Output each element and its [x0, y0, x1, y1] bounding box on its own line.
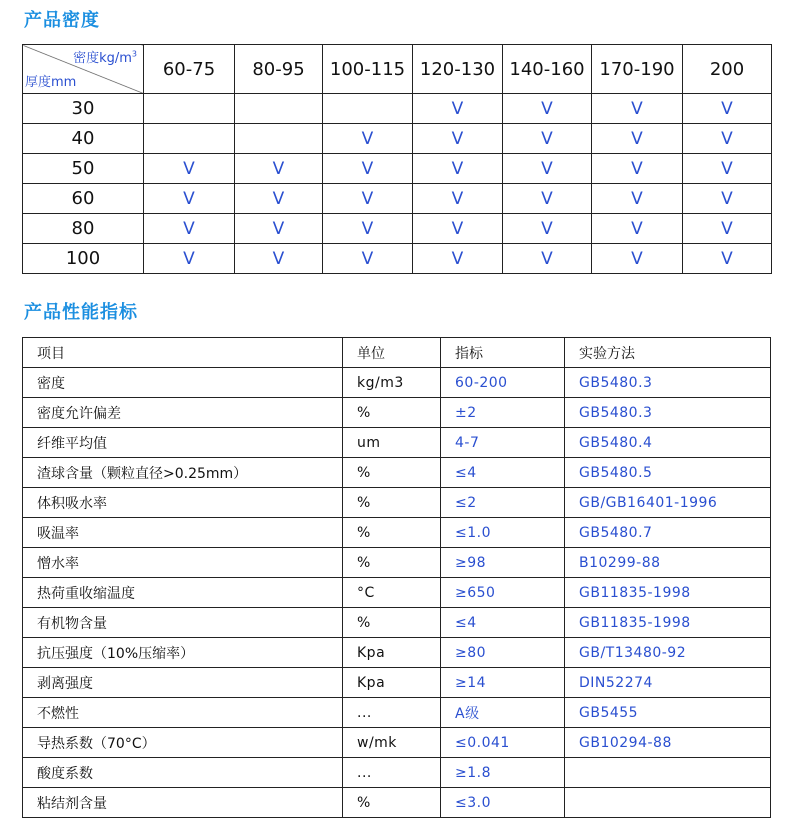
performance-header-row	[23, 338, 771, 368]
unit-cell: Kpa	[343, 668, 441, 698]
availability-mark: V	[413, 94, 503, 124]
unit-cell: Kpa	[343, 638, 441, 668]
density-header-row	[23, 45, 772, 94]
availability-mark: V	[503, 244, 592, 274]
availability-mark: V	[592, 154, 683, 184]
item-cell: 体积吸水率	[23, 488, 343, 518]
performance-row	[23, 488, 771, 518]
availability-mark: V	[413, 214, 503, 244]
item-cell: 吸温率	[23, 518, 343, 548]
availability-mark: V	[683, 94, 772, 124]
availability-mark: V	[592, 94, 683, 124]
availability-mark: V	[683, 214, 772, 244]
availability-mark: V	[323, 214, 413, 244]
availability-mark: V	[144, 184, 235, 214]
test-method-cell	[565, 788, 771, 818]
density-column-header: 140-160	[503, 45, 592, 94]
unit-cell: °C	[343, 578, 441, 608]
index-cell: ≥1.8	[441, 758, 565, 788]
index-cell: 60-200	[441, 368, 565, 398]
unit-cell: %	[343, 488, 441, 518]
index-cell: ≥650	[441, 578, 565, 608]
density-column-header: 170-190	[592, 45, 683, 94]
availability-mark: V	[683, 184, 772, 214]
density-row	[23, 94, 772, 124]
availability-mark: V	[235, 154, 323, 184]
test-method-cell: GB11835-1998	[565, 578, 771, 608]
index-cell: ≤4	[441, 458, 565, 488]
unit-cell: um	[343, 428, 441, 458]
performance-row	[23, 518, 771, 548]
item-cell: 抗压强度（10%压缩率）	[23, 638, 343, 668]
availability-mark: V	[235, 184, 323, 214]
index-cell: ≥80	[441, 638, 565, 668]
index-cell: 4-7	[441, 428, 565, 458]
unit-cell: ...	[343, 698, 441, 728]
thickness-cell: 60	[23, 184, 144, 214]
index-cell: ≤0.041	[441, 728, 565, 758]
test-method-cell: GB5480.7	[565, 518, 771, 548]
index-cell: ≤1.0	[441, 518, 565, 548]
test-method-cell	[565, 758, 771, 788]
performance-row	[23, 428, 771, 458]
index-cell: A级	[441, 698, 565, 728]
availability-mark: V	[323, 154, 413, 184]
performance-column-header: 实验方法	[565, 338, 771, 368]
performance-row	[23, 608, 771, 638]
availability-mark: V	[413, 244, 503, 274]
availability-mark: V	[592, 214, 683, 244]
unit-cell: %	[343, 398, 441, 428]
empty-cell	[144, 124, 235, 154]
empty-cell	[144, 94, 235, 124]
availability-mark: V	[683, 124, 772, 154]
performance-row	[23, 368, 771, 398]
performance-row	[23, 728, 771, 758]
density-row	[23, 214, 772, 244]
unit-cell: %	[343, 788, 441, 818]
test-method-cell: B10299-88	[565, 548, 771, 578]
item-cell: 导热系数（70°C）	[23, 728, 343, 758]
performance-column-header: 指标	[441, 338, 565, 368]
availability-mark: V	[503, 214, 592, 244]
density-section-title: 产品密度	[24, 10, 100, 31]
availability-mark: V	[235, 214, 323, 244]
test-method-cell: GB11835-1998	[565, 608, 771, 638]
item-cell: 憎水率	[23, 548, 343, 578]
unit-cell: %	[343, 458, 441, 488]
thickness-cell: 40	[23, 124, 144, 154]
availability-mark: V	[144, 214, 235, 244]
test-method-cell: GB5480.3	[565, 368, 771, 398]
test-method-cell: DIN52274	[565, 668, 771, 698]
test-method-cell: GB10294-88	[565, 728, 771, 758]
availability-mark: V	[592, 184, 683, 214]
performance-row	[23, 548, 771, 578]
unit-cell: w/mk	[343, 728, 441, 758]
density-corner-cell	[23, 45, 144, 94]
performance-column-header: 单位	[343, 338, 441, 368]
item-cell: 热荷重收缩温度	[23, 578, 343, 608]
empty-cell	[235, 124, 323, 154]
empty-cell	[235, 94, 323, 124]
availability-mark: V	[592, 244, 683, 274]
empty-cell	[323, 94, 413, 124]
thickness-cell: 80	[23, 214, 144, 244]
performance-row	[23, 638, 771, 668]
item-cell: 纤维平均值	[23, 428, 343, 458]
item-cell: 不燃性	[23, 698, 343, 728]
availability-mark: V	[503, 154, 592, 184]
density-table	[22, 44, 772, 274]
availability-mark: V	[503, 124, 592, 154]
unit-cell: %	[343, 548, 441, 578]
item-cell: 渣球含量（颗粒直径>0.25mm）	[23, 458, 343, 488]
unit-cell: %	[343, 518, 441, 548]
density-row	[23, 244, 772, 274]
availability-mark: V	[413, 124, 503, 154]
index-cell: ≤2	[441, 488, 565, 518]
index-cell: ±2	[441, 398, 565, 428]
availability-mark: V	[323, 244, 413, 274]
density-row	[23, 124, 772, 154]
test-method-cell: GB5480.5	[565, 458, 771, 488]
density-column-header: 100-115	[323, 45, 413, 94]
index-cell: ≤3.0	[441, 788, 565, 818]
availability-mark: V	[413, 154, 503, 184]
thickness-unit-label: 厚度mm	[25, 75, 77, 90]
density-row	[23, 184, 772, 214]
item-cell: 密度	[23, 368, 343, 398]
index-cell: ≥14	[441, 668, 565, 698]
density-column-header: 120-130	[413, 45, 503, 94]
performance-row	[23, 758, 771, 788]
thickness-cell: 100	[23, 244, 144, 274]
test-method-cell: GB5455	[565, 698, 771, 728]
availability-mark: V	[683, 244, 772, 274]
availability-mark: V	[323, 124, 413, 154]
index-cell: ≥98	[441, 548, 565, 578]
availability-mark: V	[144, 244, 235, 274]
performance-row	[23, 668, 771, 698]
availability-mark: V	[503, 184, 592, 214]
density-column-header: 60-75	[144, 45, 235, 94]
item-cell: 密度允许偏差	[23, 398, 343, 428]
test-method-cell: GB/GB16401-1996	[565, 488, 771, 518]
thickness-cell: 50	[23, 154, 144, 184]
availability-mark: V	[683, 154, 772, 184]
density-unit-label: 密度$kg/m^3$	[73, 49, 137, 66]
availability-mark: V	[323, 184, 413, 214]
item-cell: 剥离强度	[23, 668, 343, 698]
item-cell: 粘结剂含量	[23, 788, 343, 818]
test-method-cell: GB5480.4	[565, 428, 771, 458]
availability-mark: V	[235, 244, 323, 274]
density-column-header: 80-95	[235, 45, 323, 94]
index-cell: ≤4	[441, 608, 565, 638]
unit-cell: %	[343, 608, 441, 638]
test-method-cell: GB5480.3	[565, 398, 771, 428]
performance-row	[23, 398, 771, 428]
performance-row	[23, 578, 771, 608]
availability-mark: V	[592, 124, 683, 154]
performance-table	[22, 337, 771, 818]
performance-section-title: 产品性能指标	[24, 302, 138, 323]
performance-row	[23, 458, 771, 488]
density-column-header: 200	[683, 45, 772, 94]
availability-mark: V	[144, 154, 235, 184]
unit-cell: ...	[343, 758, 441, 788]
performance-row	[23, 698, 771, 728]
item-cell: 有机物含量	[23, 608, 343, 638]
density-row	[23, 154, 772, 184]
test-method-cell: GB/T13480-92	[565, 638, 771, 668]
unit-cell: kg/m3	[343, 368, 441, 398]
availability-mark: V	[503, 94, 592, 124]
performance-column-header: 项目	[23, 338, 343, 368]
item-cell: 酸度系数	[23, 758, 343, 788]
thickness-cell: 30	[23, 94, 144, 124]
performance-row	[23, 788, 771, 818]
availability-mark: V	[413, 184, 503, 214]
